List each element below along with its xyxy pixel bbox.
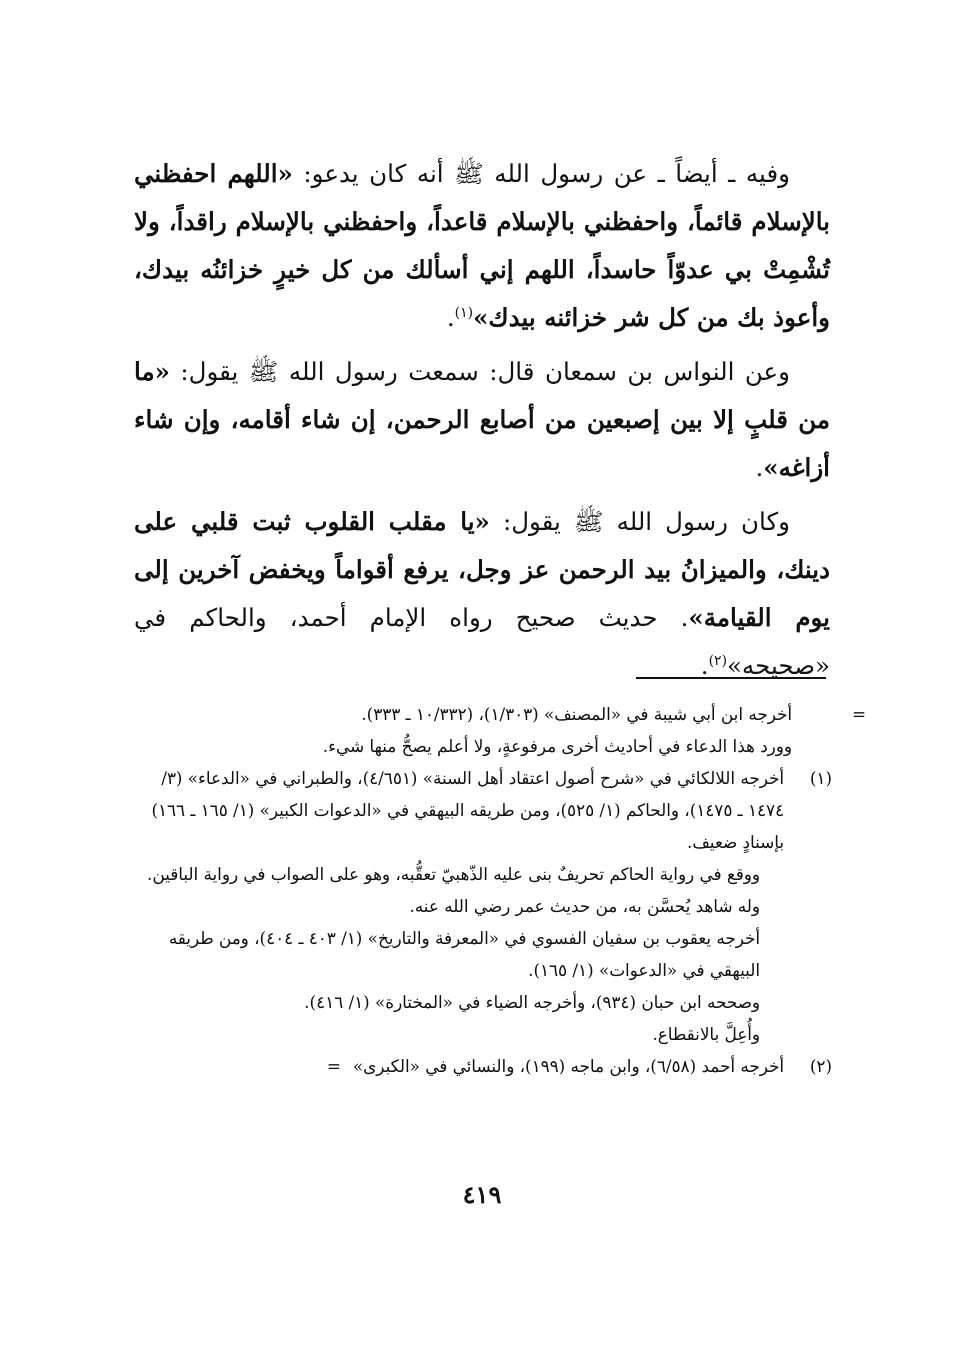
footnote-separator bbox=[636, 677, 826, 679]
footnote-line: وأُعِلَّ بالانقطاع. bbox=[652, 1024, 760, 1044]
footnote-number: (٢) bbox=[809, 1056, 832, 1076]
footnote-ref[interactable]: (١) bbox=[454, 304, 474, 321]
paragraph-intro: وكان رسول الله ﷺ يقول: bbox=[489, 507, 791, 536]
footnote-line: وصححه ابن حبان (٩٣٤)، وأخرجه الضياء في «المختارة» (١/ ٤١٦). bbox=[304, 992, 760, 1012]
footnotes bbox=[130, 698, 866, 1082]
paragraph-intro: وعن النواس بن سمعان قال: سمعت رسول الله ﷺ يقول: bbox=[169, 357, 790, 386]
footnote-text: أخرجه أحمد (٦/٥٨)، وابن ماجه (١٩٩)، والنسائي في «الكبرى» bbox=[352, 1056, 784, 1076]
hadith-quote: «ما من قلبٍ إلا بين إصبعين من أصابع الرحمن، إن شاء أقامه، وإن شاء أزاغه» bbox=[134, 357, 830, 482]
paragraph-after: . حديث صحيح رواه الإمام أحمد، والحاكم في «صحيحه» bbox=[134, 603, 830, 680]
footnote-continuation bbox=[130, 698, 866, 762]
paragraph-tail: . bbox=[446, 303, 455, 332]
continued-marker: = bbox=[326, 1056, 341, 1076]
paragraph-tail: . bbox=[755, 453, 764, 482]
footnote-2 bbox=[130, 1050, 832, 1082]
paragraph-2 bbox=[134, 348, 830, 492]
footnote-line: أخرجه ابن أبي شيبة في «المصنف» (١/٣٠٣)، (١٠/٣٣٢ ـ ٣٣٣). bbox=[361, 704, 792, 724]
footnote-line: وورد هذا الدعاء في أحاديث أخرى مرفوعةٍ، ولا أعلم يصحُّ منها شيء. bbox=[322, 736, 792, 756]
footnote-line: أخرجه يعقوب بن سفيان الفسوي في «المعرفة والتاريخ» (١/ ٤٠٣ ـ ٤٠٤)، ومن طريقه البيهقي في «الدعوات» (١/ ١٦٥). bbox=[168, 928, 760, 980]
paragraph-tail: . bbox=[700, 651, 709, 680]
page-number: ٤١٩ bbox=[462, 1180, 502, 1209]
paragraph-intro: وفيه ـ أيضاً ـ عن رسول الله ﷺ أنه كان يدعو: bbox=[292, 159, 790, 188]
paragraph-3 bbox=[134, 498, 830, 690]
paragraph-1 bbox=[134, 150, 830, 342]
hadith-quote: «يا مقلب القلوب ثبت قلبي على دينك، والميزانُ بيد الرحمن عز وجل، يرفع أقواماً ويخفض آخرين إلى يوم القيامة» bbox=[134, 507, 830, 632]
footnote-line: وله شاهد يُحسَّن به، من حديث عمر رضي الله عنه. bbox=[409, 896, 760, 916]
footnote-number: (١) bbox=[809, 768, 832, 788]
hadith-quote: «اللهم احفظني بالإسلام قائماً، واحفظني بالإسلام قاعداً، واحفظني بالإسلام راقداً، ولا تُشْمِتْ بي عدوّاً حاسداً، اللهم إني أسألك من كل خيرٍ خزائنُه بيدك، وأعوذ بك من كل شر خزائنه بيدك» bbox=[134, 159, 830, 332]
footnote-line: ووقع في رواية الحاكم تحريفٌ بنى عليه الذّهبيّ تعقُّبه، وهو على الصواب في رواية الباقين. bbox=[147, 864, 760, 884]
footnote-ref[interactable]: (٢) bbox=[708, 652, 728, 669]
footnote-line: أخرجه اللالكائي في «شرح أصول اعتقاد أهل السنة» (٤/٦٥١)، والطبراني في «الدعاء» (٣/ ١٤٧٤ ـ ١٤٧٥)، والحاكم (١/ ٥٢٥)، ومن طريقه البيهقي في «الدعوات الكبير» (١/ ١٦٥ ـ ١٦٦) بإسنادٍ ضعيف. bbox=[151, 768, 784, 852]
footnote-1 bbox=[130, 762, 832, 1050]
continuation-marker: = bbox=[851, 704, 866, 724]
main-text bbox=[134, 150, 830, 696]
